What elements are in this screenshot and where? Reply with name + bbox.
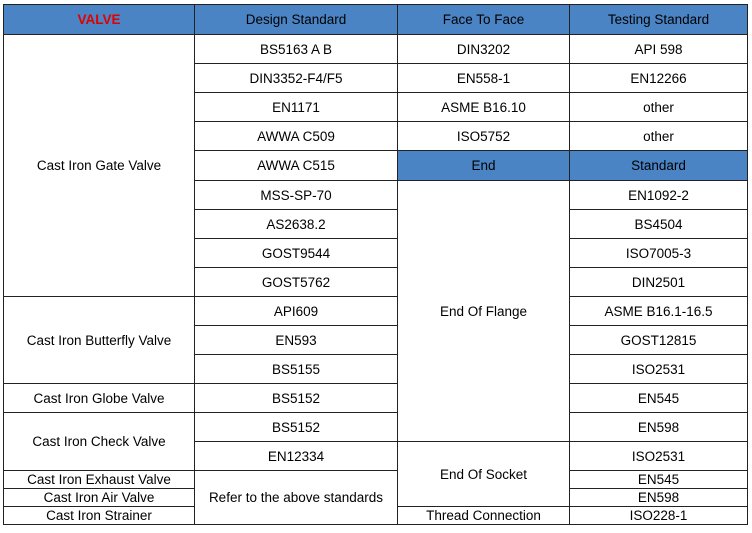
valve-butterfly: Cast Iron Butterfly Valve [4, 297, 195, 384]
design-cell: AWWA C515 [195, 151, 398, 181]
header-end: End [398, 151, 570, 181]
standard-cell: EN545 [570, 384, 748, 413]
table-row [4, 471, 748, 489]
face-cell: ASME B16.10 [398, 93, 570, 122]
valve-check: Cast Iron Check Valve [4, 413, 195, 471]
standard-cell: BS4504 [570, 210, 748, 239]
design-cell: BS5152 [195, 384, 398, 413]
table-row [4, 297, 748, 326]
valve-exhaust: Cast Iron Exhaust Valve [4, 471, 195, 489]
end-of-flange: End Of Flange [398, 181, 570, 442]
standard-cell: ISO2531 [570, 355, 748, 384]
header-face-to-face: Face To Face [398, 5, 570, 35]
design-cell: MSS-SP-70 [195, 181, 398, 210]
face-cell: EN558-1 [398, 64, 570, 93]
design-cell: DIN3352-F4/F5 [195, 64, 398, 93]
design-cell: GOST5762 [195, 268, 398, 297]
design-cell: BS5155 [195, 355, 398, 384]
header-standard: Standard [570, 151, 748, 181]
header-design-standard: Design Standard [195, 5, 398, 35]
testing-cell: API 598 [570, 35, 748, 64]
valve-globe: Cast Iron Globe Valve [4, 384, 195, 413]
design-cell: AS2638.2 [195, 210, 398, 239]
table-header-row [4, 5, 748, 35]
table-row [4, 384, 748, 413]
standard-cell: ASME B16.1-16.5 [570, 297, 748, 326]
table-row [4, 413, 748, 442]
standard-cell: GOST12815 [570, 326, 748, 355]
face-cell: ISO5752 [398, 122, 570, 151]
standard-cell: ISO2531 [570, 442, 748, 471]
end-of-socket: End Of Socket [398, 442, 570, 507]
standard-cell: EN598 [570, 489, 748, 507]
standard-cell: EN1092-2 [570, 181, 748, 210]
design-cell: EN12334 [195, 442, 398, 471]
standard-cell: EN598 [570, 413, 748, 442]
design-cell: API609 [195, 297, 398, 326]
design-cell: GOST9544 [195, 239, 398, 268]
thread-connection: Thread Connection [398, 507, 570, 525]
testing-cell: other [570, 122, 748, 151]
header-valve: VALVE [4, 5, 195, 35]
standard-cell: ISO7005-3 [570, 239, 748, 268]
design-cell: BS5152 [195, 413, 398, 442]
valve-standards-table [3, 4, 748, 525]
valve-gate: Cast Iron Gate Valve [4, 35, 195, 297]
design-cell: EN1171 [195, 93, 398, 122]
design-refer-cell: Refer to the above standards [195, 471, 398, 525]
valve-air: Cast Iron Air Valve [4, 489, 195, 507]
table-row [4, 35, 748, 64]
design-cell: EN593 [195, 326, 398, 355]
header-testing-standard: Testing Standard [570, 5, 748, 35]
face-cell: DIN3202 [398, 35, 570, 64]
standard-cell: ISO228-1 [570, 507, 748, 525]
testing-cell: other [570, 93, 748, 122]
design-cell: BS5163 A B [195, 35, 398, 64]
design-cell: AWWA C509 [195, 122, 398, 151]
standard-cell: DIN2501 [570, 268, 748, 297]
standard-cell: EN545 [570, 471, 748, 489]
valve-strainer: Cast Iron Strainer [4, 507, 195, 525]
testing-cell: EN12266 [570, 64, 748, 93]
